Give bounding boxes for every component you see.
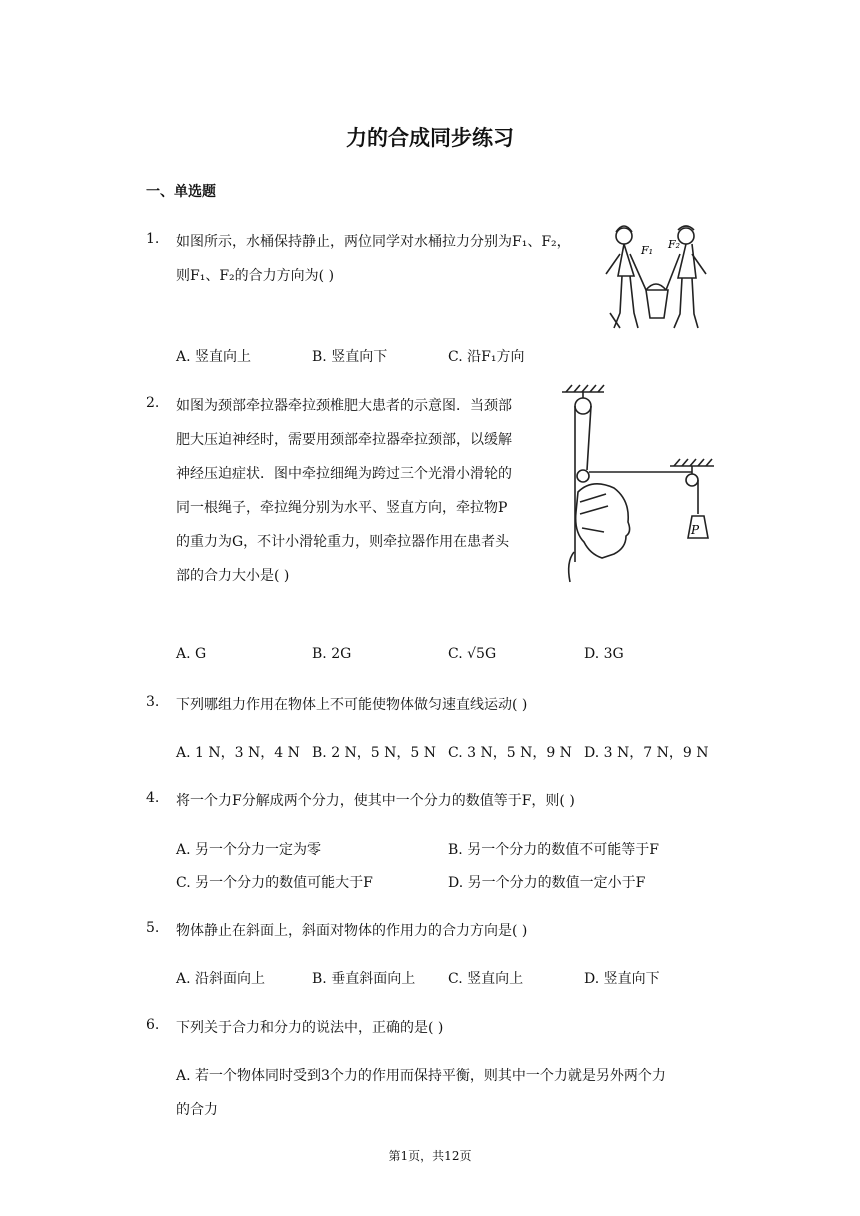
q6-number: 6. [146, 1017, 160, 1033]
q4-option-b[interactable]: B. 另一个分力的数值不可能等于F [448, 842, 659, 858]
q5-option-b[interactable]: B. 垂直斜面向上 [312, 971, 416, 987]
q4-option-a[interactable]: A. 另一个分力一定为零 [176, 842, 322, 858]
q3-option-d[interactable]: D. 3 N，7 N，9 N [584, 745, 709, 761]
q2-figure-neck-traction [552, 382, 722, 588]
q1-number: 1. [146, 231, 160, 247]
q4-number: 4. [146, 790, 160, 806]
q2-option-d[interactable]: D. 3G [584, 646, 624, 662]
q3-option-c[interactable]: C. 3 N，5 N，9 N [448, 745, 572, 761]
q4-text: 将一个力F分解成两个分力，使其中一个分力的数值等于F，则( ) [176, 793, 575, 809]
q3-text: 下列哪组力作用在物体上不可能使物体做匀速直线运动( ) [176, 697, 528, 713]
q1-option-a[interactable]: A. 竖直向上 [176, 349, 252, 365]
page-title: 力的合成同步练习 [346, 126, 514, 150]
q4-option-c[interactable]: C. 另一个分力的数值可能大于F [176, 875, 373, 891]
q3-option-b[interactable]: B. 2 N，5 N，5 N [312, 745, 437, 761]
q2-number: 2. [146, 395, 160, 411]
q1-figure-label-f2: F₂ [668, 238, 681, 251]
q1-figure-children-bucket [594, 218, 716, 342]
q2-text-line6: 部的合力大小是( ) [176, 568, 290, 584]
q1-option-b[interactable]: B. 竖直向下 [312, 349, 388, 365]
q1-figure-label-f1: F₁ [641, 244, 654, 257]
q6-option-a-line1[interactable]: A. 若一个物体同时受到3个力的作用而保持平衡，则其中一个力就是另外两个力 [176, 1068, 666, 1084]
q5-option-d[interactable]: D. 竖直向下 [584, 971, 660, 987]
q2-figure-label-p: P [691, 523, 700, 537]
q2-text-line3: 神经压迫症状．图中牵拉细绳为跨过三个光滑小滑轮的 [176, 466, 512, 482]
q3-option-a[interactable]: A. 1 N，3 N，4 N [176, 745, 300, 761]
q2-option-b[interactable]: B. 2G [312, 646, 352, 662]
q2-option-c[interactable]: C. √5G [448, 646, 497, 662]
q5-option-c[interactable]: C. 竖直向上 [448, 971, 524, 987]
q2-text-line4: 同一根绳子，牵拉绳分别为水平、竖直方向，牵拉物P [176, 500, 508, 516]
q6-option-a-line2: 的合力 [176, 1102, 218, 1118]
q5-option-a[interactable]: A. 沿斜面向上 [176, 971, 266, 987]
q1-option-c[interactable]: C. 沿F₁方向 [448, 349, 525, 365]
q2-text-line2: 肥大压迫神经时，需要用颈部牵拉器牵拉颈部，以缓解 [176, 432, 512, 448]
q2-text-line1: 如图为颈部牵拉器牵拉颈椎肥大患者的示意图．当颈部 [176, 398, 512, 414]
q4-option-d[interactable]: D. 另一个分力的数值一定小于F [448, 875, 646, 891]
q2-option-a[interactable]: A. G [176, 646, 207, 662]
page-footer: 第1页，共12页 [388, 1149, 472, 1163]
q5-text: 物体静止在斜面上，斜面对物体的作用力的合力方向是( ) [176, 923, 528, 939]
q1-text-line1: 如图所示，水桶保持静止，两位同学对水桶拉力分别为F₁、F₂， [176, 234, 571, 250]
q3-number: 3. [146, 694, 160, 710]
q5-number: 5. [146, 920, 160, 936]
section-heading: 一、单选题 [146, 184, 216, 200]
q1-text-line2: 则F₁、F₂的合力方向为( ) [176, 268, 335, 284]
q6-text: 下列关于合力和分力的说法中，正确的是( ) [176, 1020, 444, 1036]
q2-text-line5: 的重力为G，不计小滑轮重力，则牵拉器作用在患者头 [176, 534, 510, 550]
